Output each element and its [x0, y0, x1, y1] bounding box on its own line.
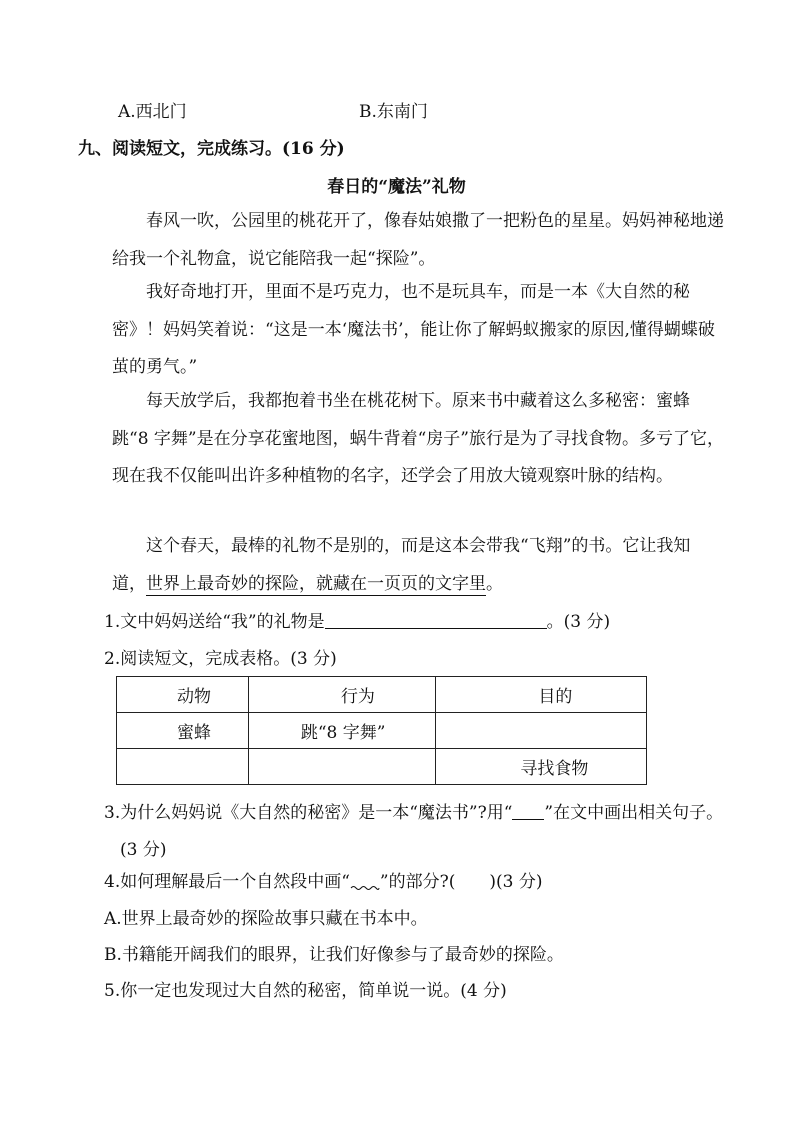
cell-purpose-2: 寻找食物: [436, 749, 647, 785]
cell-animal-2-blank[interactable]: [117, 749, 249, 785]
story-title: 春日的“魔法”礼物: [327, 177, 466, 197]
question-1-text: 1.文中妈妈送给“我”的礼物是: [104, 612, 325, 632]
wavy-line-mark: [350, 876, 380, 890]
story-paragraph-2: 我好奇地打开，里面不是巧克力，也不是玩具车，而是一本《大自然的秘密》！妈妈笑着说：“这是一本‘魔法书’，能让你了解蚂蚁搬家的原因,懂得蝴蝶破茧的勇气。”: [112, 282, 715, 377]
question-4-option-a: A.世界上最奇妙的探险故事只藏在书本中。: [104, 909, 428, 929]
story-paragraph-1: 春风一吹，公园里的桃花开了，像春姑娘撒了一把粉色的星星。妈妈神秘地递给我一个礼物盒，说它能陪我一起“探险”。: [112, 211, 724, 269]
question-5: 5.你一定也发现过大自然的秘密，简单说一说。(4 分): [104, 981, 507, 1001]
question-1-score: 。(3 分): [546, 612, 611, 632]
header-purpose: 目的: [436, 677, 647, 713]
question-4-tail: ”的部分?( )(3 分): [379, 872, 543, 892]
cell-behavior-1: 跳“8 字舞”: [248, 713, 436, 749]
section-heading: 九、阅读短文，完成练习。(16 分): [78, 139, 345, 159]
header-animal: 动物: [117, 677, 249, 713]
story-paragraph-3: 每天放学后，我都抱着书坐在桃花树下。原来书中藏着这么多秘密：蜜蜂跳“8 字舞”是在分享花蜜地图，蜗牛背着“房子”旅行是为了寻找食物。多亏了它，现在我不仅能叫出许多种植物的名字，还学会了用放大镜观察叶脉的结构。: [112, 391, 724, 486]
header-behavior: 行为: [248, 677, 436, 713]
paragraph-4-text: 这个春天，最棒的礼物不是别的，而是这本会带我“飞翔”的书。它让我知道，: [112, 536, 691, 594]
table-row: [117, 713, 647, 749]
answer-table: [116, 676, 647, 785]
question-3: [104, 795, 724, 869]
story-paragraph-4: [112, 528, 724, 603]
paragraph-4-end: 。: [486, 573, 503, 594]
question-4-option-b: B.书籍能开阔我们的眼界，让我们好像参与了最奇妙的探险。: [104, 945, 564, 965]
answer-blank-1[interactable]: [325, 612, 547, 629]
question-2: 2.阅读短文，完成表格。(3 分): [104, 649, 337, 669]
question-1: [104, 607, 610, 632]
prev-option-a: A.西北门: [118, 102, 187, 122]
question-4: [104, 867, 542, 892]
question-4-text: 4.如何理解最后一个自然段中画“: [104, 872, 350, 892]
question-3-text: 3.为什么妈妈说《大自然的秘密》是一本“魔法书”?用“: [104, 803, 513, 823]
underlined-sentence: 世界上最奇妙的探险，就藏在一页页的文字里: [146, 573, 486, 594]
cell-purpose-1-blank[interactable]: [436, 713, 647, 749]
question-3-tail: ”在文中画出相关句子。(3 分): [120, 803, 724, 860]
table-row: [117, 749, 647, 785]
prev-option-b: B.东南门: [359, 102, 428, 122]
table-header-row: [117, 677, 647, 713]
cell-behavior-2-blank[interactable]: [248, 749, 436, 785]
straight-line-mark: [512, 805, 544, 820]
cell-animal-1: 蜜蜂: [117, 713, 249, 749]
